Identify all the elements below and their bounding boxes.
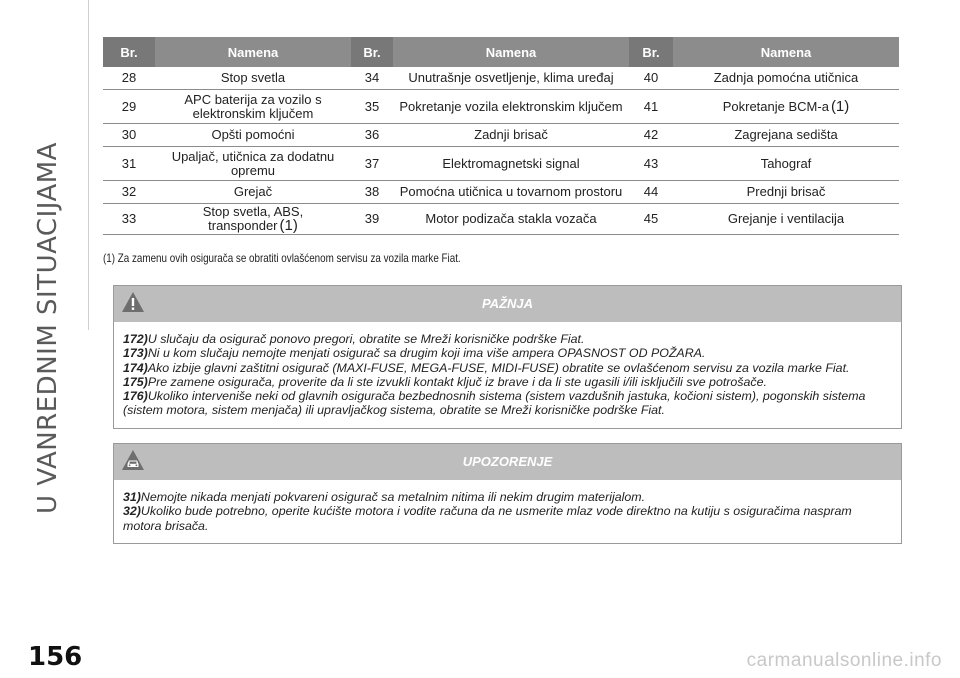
fuse-purpose-text: Elektromagnetski signal	[442, 155, 580, 171]
footnote-reference: (1)	[279, 217, 298, 234]
fuse-purpose-text: Grejanje i ventilacija	[727, 211, 845, 226]
table-row	[103, 124, 899, 147]
fuse-purpose-text: Upaljač, utičnica za dodatnu opremu	[171, 148, 335, 178]
fuse-purpose-text: Pokretanje BCM-a	[722, 98, 829, 114]
table-footnote: (1) Za zamenu ovih osigurača se obratiti ovlašćenom servisu za vozila marke Fiat.	[103, 251, 461, 265]
caution-body	[114, 480, 901, 543]
fuse-number: 39	[351, 204, 393, 235]
caution-box	[113, 443, 902, 544]
fuse-purpose	[393, 67, 629, 90]
note-number: 174)	[123, 360, 148, 375]
warning-item	[123, 346, 892, 360]
fuse-purpose-text: Unutrašnje osvetljenje, klima uređaj	[408, 70, 614, 85]
fuse-number: 29	[103, 90, 155, 124]
fuse-purpose	[393, 90, 629, 124]
fuse-purpose-text: Zadnji brisač	[474, 127, 548, 142]
column-header-purpose: Namena	[393, 37, 629, 67]
fuse-number: 32	[103, 181, 155, 204]
note-text: U slučaju da osigurač ponovo pregori, obratite se Mreži korisničke podrške Fiat.	[147, 332, 585, 346]
warning-item	[123, 389, 892, 418]
watermark: carmanualsonline.info	[746, 650, 942, 671]
fuse-purpose	[155, 181, 351, 204]
fuse-purpose	[393, 181, 629, 204]
warning-item	[123, 332, 892, 346]
note-text: Ako izbije glavni zaštitni osigurač (MAXI-FUSE, MEGA-FUSE, MIDI-FUSE) obratite se ovlašćenom servisu za vozila marke Fiat.	[147, 360, 850, 375]
table-row	[103, 204, 899, 235]
warning-item	[123, 375, 892, 389]
fuse-number: 30	[103, 124, 155, 147]
warning-body	[114, 322, 901, 428]
note-text: Ni u kom slučaju nemojte menjati osigurač sa drugim koji ima više ampera OPASNOST OD POŽARA.	[147, 346, 706, 361]
fuse-purpose-text: Zagrejana sedišta	[734, 127, 838, 142]
fuse-purpose-text: Motor podizača stakla vozača	[425, 211, 597, 226]
fuse-purpose	[155, 204, 351, 235]
side-divider	[88, 0, 89, 330]
column-header-number: Br.	[103, 37, 155, 67]
column-header-purpose: Namena	[673, 37, 899, 67]
footnote-reference: (1)	[830, 97, 850, 115]
column-header-purpose: Namena	[155, 37, 351, 67]
fuse-number: 35	[351, 90, 393, 124]
fuse-purpose	[673, 124, 899, 147]
fuse-number: 37	[351, 147, 393, 181]
fuse-table-body	[103, 67, 899, 235]
fuse-purpose	[155, 67, 351, 90]
note-text: Ukoliko interveniše neki od glavnih osigurača bezbednosnih sistema (sistem vazdušnih jastuka, kočioni sistem), pogonskih sistema (sistem motora, sistem menjača) ili upravljačkog sistema, obratite se Mreži korisničke podrške Fiat.	[123, 389, 866, 418]
page-number: 156	[28, 642, 83, 672]
fuse-purpose	[393, 204, 629, 235]
fuse-purpose	[673, 204, 899, 235]
fuse-purpose	[155, 124, 351, 147]
table-row	[103, 147, 899, 181]
fuse-number: 28	[103, 67, 155, 90]
note-number: 176)	[123, 389, 148, 404]
fuse-number: 41	[629, 90, 673, 124]
warning-item	[123, 361, 892, 375]
note-number: 31)	[123, 490, 141, 504]
fuse-purpose	[673, 147, 899, 181]
fuse-purpose	[393, 147, 629, 181]
fuse-purpose	[673, 181, 899, 204]
table-header-row	[103, 37, 899, 67]
fuse-number: 45	[629, 204, 673, 235]
table-row	[103, 67, 899, 90]
caution-item	[123, 504, 892, 533]
fuse-purpose	[393, 124, 629, 147]
fuse-number: 36	[351, 124, 393, 147]
caution-item	[123, 490, 892, 504]
fuse-number: 33	[103, 204, 155, 235]
note-number: 173)	[123, 346, 148, 361]
note-number: 172)	[123, 332, 148, 346]
fuse-number: 34	[351, 67, 393, 90]
fuse-number: 44	[629, 181, 673, 204]
note-number: 175)	[123, 374, 148, 389]
table-row	[103, 90, 899, 124]
fuse-purpose-text: Opšti pomoćni	[211, 127, 295, 142]
caution-header	[114, 444, 901, 480]
fuse-purpose-text: Zadnja pomoćna utičnica	[713, 70, 859, 85]
fuse-purpose	[673, 67, 899, 90]
fuse-purpose	[155, 90, 351, 124]
fuse-number: 43	[629, 147, 673, 181]
note-text: Pre zamene osigurača, proverite da li ste izvukli kontakt ključ iz brave i da li ste ugasili i/ili isključili sve potrošače.	[147, 374, 767, 389]
fuse-number: 38	[351, 181, 393, 204]
caution-title: UPOZORENJE	[462, 454, 553, 469]
fuse-purpose	[155, 147, 351, 181]
fuse-purpose-text: Stop svetla, ABS, transponder	[202, 204, 304, 233]
note-number: 32)	[123, 504, 141, 519]
fuse-purpose-text: Stop svetla	[220, 70, 286, 85]
fuse-purpose-text: Pokretanje vozila elektronskim ključem	[399, 98, 623, 114]
fuse-number: 42	[629, 124, 673, 147]
fuse-number: 40	[629, 67, 673, 90]
warning-header	[114, 286, 901, 322]
fuse-table	[103, 37, 899, 235]
section-title-text: U VANREDNIM SITUACIJAMA	[33, 142, 63, 514]
fuse-purpose-text: Tahograf	[760, 155, 812, 171]
fuse-purpose-text: APC baterija za vozilo s elektronskim ključem	[184, 91, 322, 121]
column-header-number: Br.	[351, 37, 393, 67]
fuse-purpose-text: Prednji brisač	[746, 184, 826, 199]
warning-title: PAŽNJA	[481, 296, 534, 311]
note-text: Nemojte nikada menjati pokvareni osigurač sa metalnim nitima ili nekim drugim materijalom.	[140, 490, 646, 504]
fuse-purpose	[673, 90, 899, 124]
fuse-purpose-text: Grejač	[233, 184, 273, 199]
fuse-number: 31	[103, 147, 155, 181]
note-text: Ukoliko bude potrebno, operite kućište motora i vodite računa da ne usmerite mlaz vode direktno na kutiju s osiguračima naspram motora brisača.	[123, 504, 852, 533]
table-row	[103, 181, 899, 204]
column-header-number: Br.	[629, 37, 673, 67]
warning-box	[113, 285, 902, 429]
fuse-purpose-text: Pomoćna utičnica u tovarnom prostoru	[399, 184, 623, 199]
